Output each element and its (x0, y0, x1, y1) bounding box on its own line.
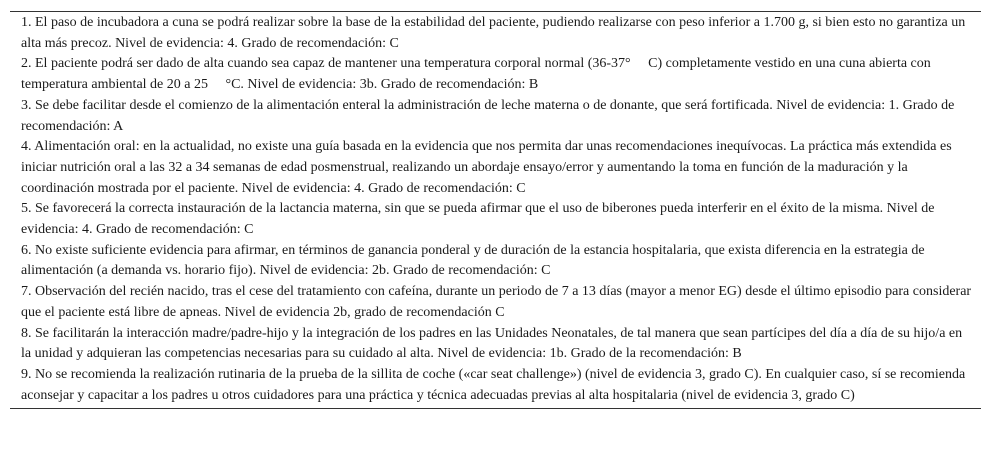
recommendation-item-2: 2. El paciente podrá ser dado de alta cuando sea capaz de mantener una temperatura corporal normal (36-37° C) completamente vestido en una cuna abierta con temperatura ambiental de 20 a 25 °C. Nivel de evidencia: 3b. Grado de recomendación: B (21, 56, 931, 93)
recommendation-item-5: 5. Se favorecerá la correcta instauración de la lactancia materna, sin que se pueda afirmar que el uso de biberones pueda interferir en el éxito de la misma. Nivel de evidencia: 4. Grado de recomendación: C (21, 201, 935, 238)
recommendations-table (10, 11, 981, 409)
recommendation-item-9: 9. No se recomienda la realización rutinaria de la prueba de la sillita de coche («car seat challenge») (nivel de evidencia 3, grado C). En cualquier caso, sí se recomienda aconsejar y capacitar a los padres u otros cuidadores para una práctica y técnica adecuadas previas al alta hospitalaria (nivel de evidencia 3, grado C) (21, 366, 966, 403)
recommendation-item-1: 1. El paso de incubadora a cuna se podrá realizar sobre la base de la estabilidad del paciente, pudiendo realizarse con peso inferior a 1.700 g, si bien esto no garantiza un alta más precoz. Nivel de evidencia: 4. Grado de recomendación: C (21, 15, 966, 51)
recommendation-item-6: 6. No existe suficiente evidencia para afirmar, en términos de ganancia ponderal y de duración de la estancia hospitalaria, que exista diferencia en la estrategia de alimentación (a demanda vs. horario fijo). Nivel de evidencia: 2b. Grado de recomendación: C (21, 242, 925, 279)
recommendation-item-3: 3. Se debe facilitar desde el comienzo de la alimentación enteral la administración de leche materna o de donante, que será fortificada. Nivel de evidencia: 1. Grado de recomendación: A (21, 97, 955, 134)
recommendation-item-4: 4. Alimentación oral: en la actualidad, no existe una guía basada en la evidencia que nos permita dar unas recomendaciones inequívocas. La práctica más extendida es iniciar nutrición oral a las 32 a 34 semanas de edad posmenstrual, realizando un abordaje ensayo/error y aumentando la toma en función de la maduración y la coordinación mostrada por el paciente. Nivel de evidencia: 4. Grado de recomendación: C (21, 139, 952, 196)
recommendation-item-7: 7. Observación del recién nacido, tras el cese del tratamiento con cafeína, durante un periodo de 7 a 13 días (mayor a menor EG) desde el último episodio para considerar que el paciente está libre de apneas. Nivel de evidencia 2b, grado de recomendación C (21, 284, 972, 320)
recommendation-item-8: 8. Se facilitarán la interacción madre/padre-hijo y la integración de los padres en las Unidades Neonatales, de tal manera que sean partícipes del día a día de su hijo/a en la unidad y adquieran las competencias necesarias para su cuidado al alta. Nivel de evidencia: 1b. Grado de la recomendación: B (21, 325, 963, 362)
